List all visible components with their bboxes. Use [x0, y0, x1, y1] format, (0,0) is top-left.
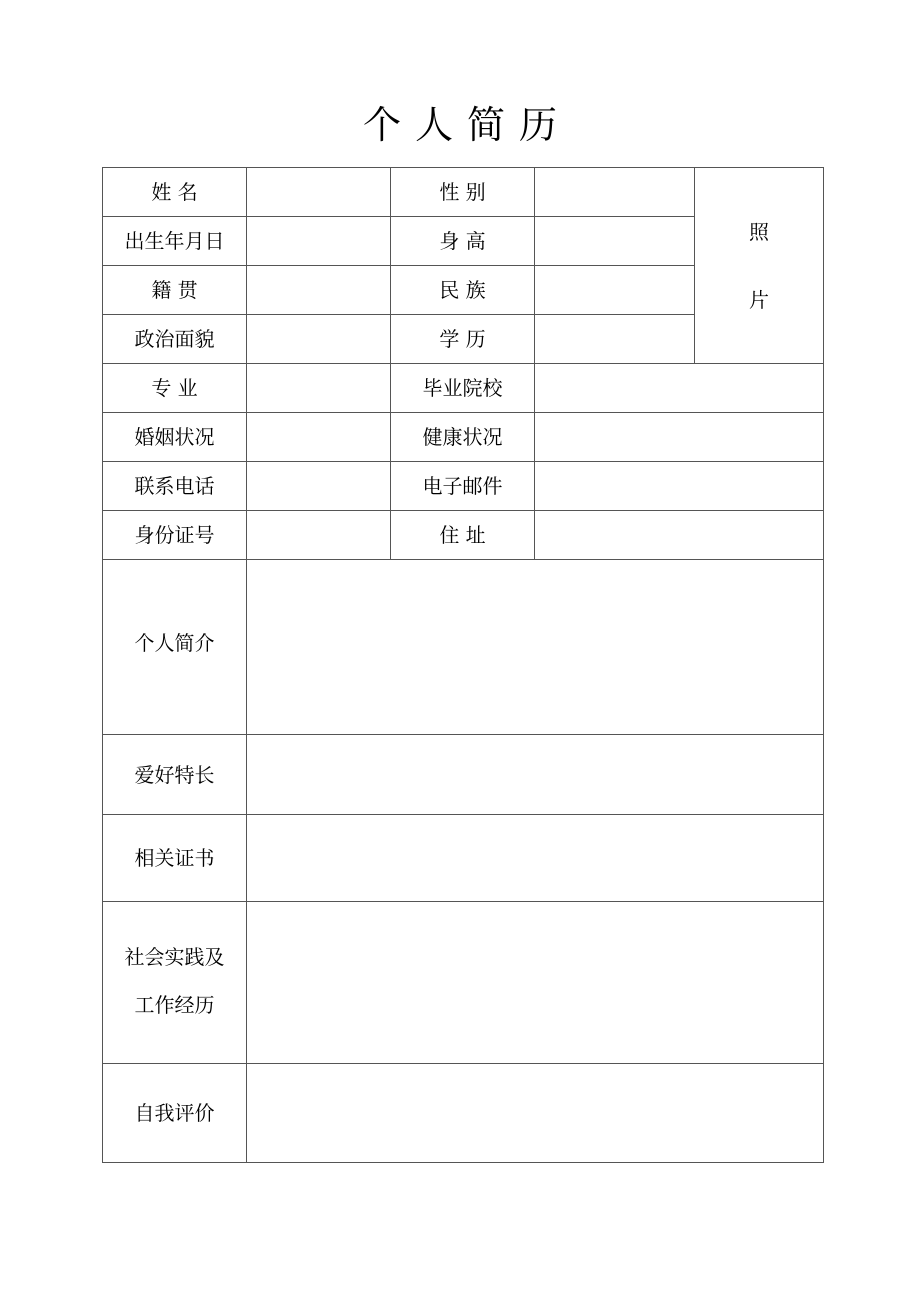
name-label: 姓 名: [103, 168, 247, 217]
photo-label-bottom: 片: [749, 287, 769, 312]
height-label: 身 高: [391, 217, 535, 266]
resume-table: [102, 167, 824, 1163]
practice-label-line1: 社会实践及: [124, 944, 225, 969]
name-field[interactable]: [247, 168, 391, 217]
table-row: [103, 364, 824, 413]
birth-label: 出生年月日: [103, 217, 247, 266]
id-number-label: 身份证号: [103, 511, 247, 560]
hobbies-field[interactable]: [247, 735, 824, 815]
self-eval-label: 自我评价: [103, 1064, 247, 1163]
photo-label-top: 照: [749, 219, 769, 244]
practice-label-line2: 工作经历: [134, 992, 215, 1017]
health-field[interactable]: [535, 413, 824, 462]
school-field[interactable]: [535, 364, 824, 413]
intro-label: 个人简介: [103, 560, 247, 735]
address-label: 住 址: [391, 511, 535, 560]
marital-field[interactable]: [247, 413, 391, 462]
table-row: [103, 511, 824, 560]
table-row: [103, 735, 824, 815]
table-row: [103, 902, 824, 1064]
gender-label: 性 别: [391, 168, 535, 217]
id-number-field[interactable]: [247, 511, 391, 560]
ethnicity-label: 民 族: [391, 266, 535, 315]
marital-label: 婚姻状况: [103, 413, 247, 462]
table-row: [103, 462, 824, 511]
major-label: 专 业: [103, 364, 247, 413]
political-status-field[interactable]: [247, 315, 391, 364]
hobbies-label: 爱好特长: [103, 735, 247, 815]
political-status-label: 政治面貌: [103, 315, 247, 364]
email-label: 电子邮件: [391, 462, 535, 511]
phone-label: 联系电话: [103, 462, 247, 511]
self-eval-field[interactable]: [247, 1064, 824, 1163]
table-row: [103, 1064, 824, 1163]
phone-field[interactable]: [247, 462, 391, 511]
table-row: [103, 815, 824, 902]
intro-field[interactable]: [247, 560, 824, 735]
major-field[interactable]: [247, 364, 391, 413]
table-row: [103, 560, 824, 735]
native-place-field[interactable]: [247, 266, 391, 315]
photo-box[interactable]: [695, 168, 824, 364]
table-row: [103, 413, 824, 462]
email-field[interactable]: [535, 462, 824, 511]
school-label: 毕业院校: [391, 364, 535, 413]
height-field[interactable]: [535, 217, 695, 266]
certificates-field[interactable]: [247, 815, 824, 902]
birth-field[interactable]: [247, 217, 391, 266]
practice-label: [103, 902, 247, 1064]
certificates-label: 相关证书: [103, 815, 247, 902]
practice-field[interactable]: [247, 902, 824, 1064]
gender-field[interactable]: [535, 168, 695, 217]
table-row: [103, 168, 824, 217]
education-field[interactable]: [535, 315, 695, 364]
address-field[interactable]: [535, 511, 824, 560]
native-place-label: 籍 贯: [103, 266, 247, 315]
education-label: 学 历: [391, 315, 535, 364]
health-label: 健康状况: [391, 413, 535, 462]
ethnicity-field[interactable]: [535, 266, 695, 315]
page-title: 个人简历: [362, 103, 571, 147]
